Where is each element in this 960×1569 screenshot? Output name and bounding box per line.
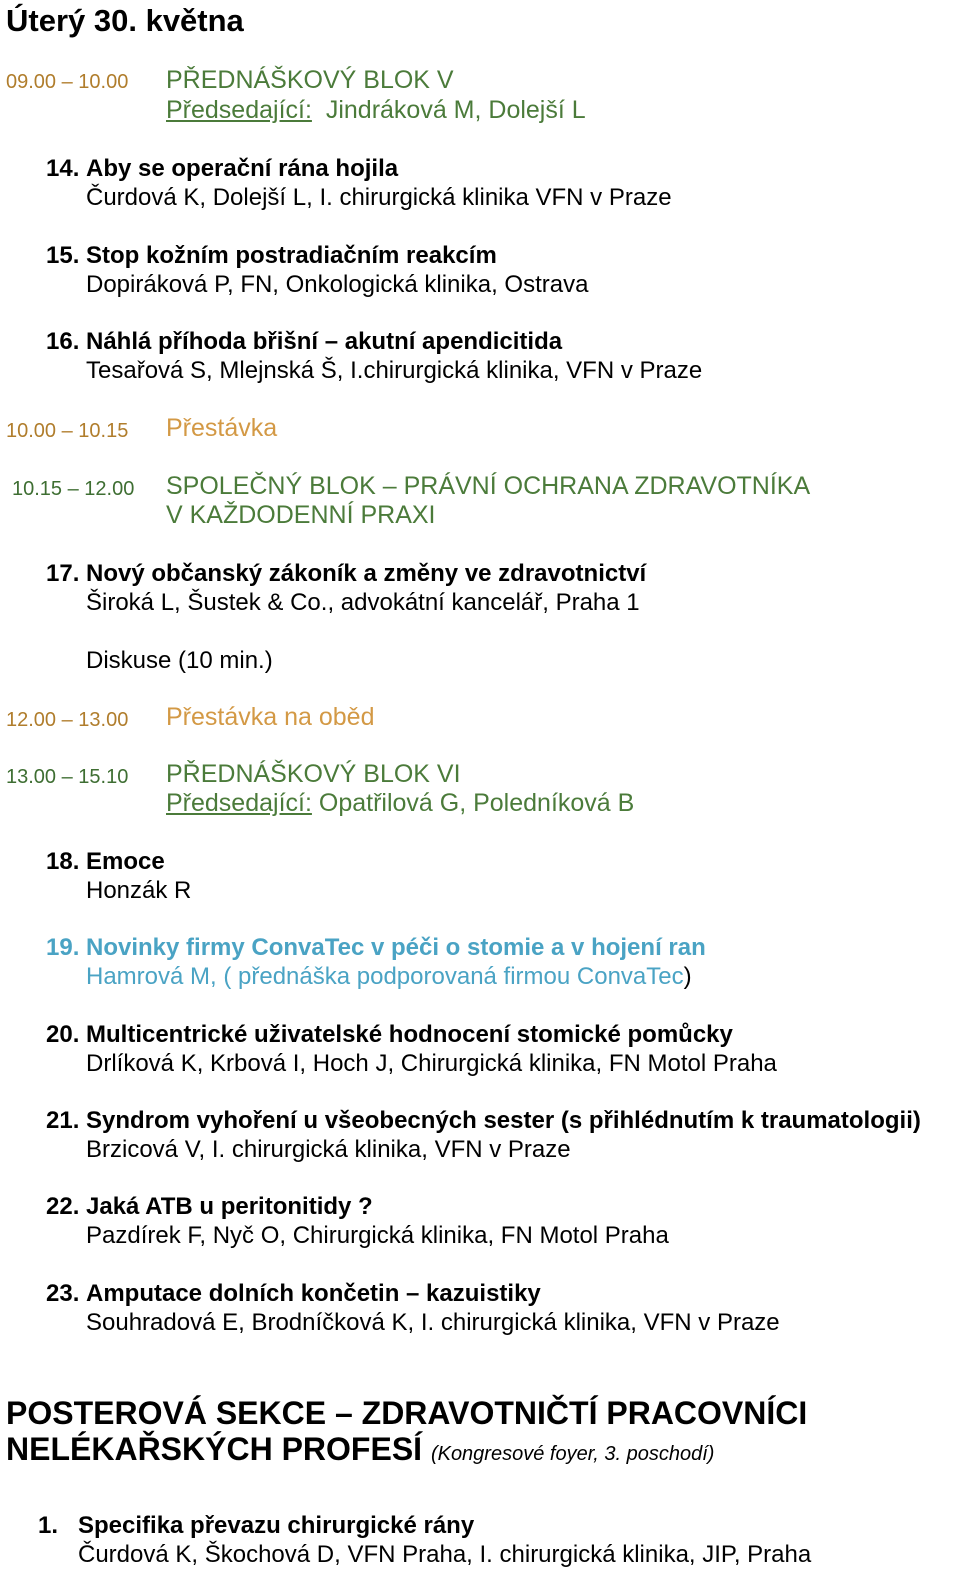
talk-title: Amputace dolních končetin – kazuistiky [86,1280,541,1307]
session-title: PŘEDNÁŠKOVÝ BLOK VI [166,760,461,788]
talk-number: 17. [46,560,80,587]
closing-paren: ) [683,963,692,990]
poster-section-heading: POSTEROVÁ SEKCE – ZDRAVOTNIČTÍ PRACOVNÍCI [6,1395,808,1431]
chair-label: Předsedající: [166,789,312,817]
talk-number: 23. [46,1280,80,1307]
talk-item [46,1020,777,1078]
day-heading: Úterý 30. května [6,3,244,38]
break-time: 10.00 – 10.15 [6,420,129,442]
session-title: SPOLEČNÝ BLOK – PRÁVNÍ OCHRANA ZDRAVOTNÍKA [166,472,811,500]
talk-authors: Brzicová V, I. chirurgická klinika, VFN v Praze [86,1136,571,1163]
talk-title: Jaká ATB u peritonitidy ? [86,1193,373,1220]
talk-title: Stop kožním postradiačním reakcím [86,242,497,269]
poster-title: Specifika převazu chirurgické rány [78,1512,475,1539]
session-title: PŘEDNÁŠKOVÝ BLOK V [166,66,454,94]
session-title-line2: V KAŽDODENNÍ PRAXI [166,501,436,529]
discussion-note: Diskuse (10 min.) [86,647,273,674]
session-time: 10.15 – 12.00 [12,478,135,500]
talk-authors: Široká L, Šustek & Co., advokátní kancelář, Praha 1 [86,589,640,616]
talk-item [46,154,672,212]
talk-title: Novinky firmy ConvaTec v péči o stomie a v hojení ran [86,934,706,961]
talk-authors: Honzák R [86,877,192,904]
session-chairs [166,96,586,125]
break-title: Přestávka na oběd [166,703,375,731]
talk-authors: Drlíková K, Krbová I, Hoch J, Chirurgická klinika, FN Motol Praha [86,1050,777,1077]
talk-number: 14. [46,155,80,182]
talk-authors: Dopiráková P, FN, Onkologická klinika, Ostrava [86,271,589,298]
talk-number: 19. [46,934,80,961]
talk-number: 15. [46,242,80,269]
poster-item [38,1511,811,1569]
talk-number: 18. [46,848,80,875]
talk-title: Multicentrické uživatelské hodnocení stomické pomůcky [86,1021,733,1048]
break-time: 12.00 – 13.00 [6,709,129,731]
talk-item [46,1279,780,1337]
talk-item [46,1106,921,1164]
talk-item [46,241,588,299]
talk-authors: Pazdírek F, Nyč O, Chirurgická klinika, FN Motol Praha [86,1222,669,1249]
talk-title: Syndrom vyhoření u všeobecných sester (s přihlédnutím k traumatologii) [86,1107,921,1134]
session-time: 09.00 – 10.00 [6,71,129,93]
poster-heading-text: NELÉKAŘSKÝCH PROFESÍ [6,1431,423,1467]
poster-location: (Kongresové foyer, 3. poschodí) [430,1443,715,1465]
talk-item [46,327,702,385]
talk-item [46,847,191,905]
session-time: 13.00 – 15.10 [6,766,129,788]
break-title: Přestávka [166,414,278,442]
talk-number: 22. [46,1193,80,1220]
talk-number: 20. [46,1021,80,1048]
talk-title: Náhlá příhoda břišní – akutní apendicitida [86,328,563,355]
talk-authors: Tesařová S, Mlejnská Š, I.chirurgická klinika, VFN v Praze [86,357,703,384]
chair-names: Opatřilová G, Poledníková B [318,789,635,817]
poster-section-heading-line2 [6,1431,714,1473]
poster-number: 1. [38,1512,59,1539]
talk-authors: Souhradová E, Brodníčková K, I. chirurgická klinika, VFN v Praze [86,1309,780,1336]
chair-label: Předsedající: [166,96,312,124]
talk-authors: Hamrová M, ( přednáška podporovaná firmou ConvaTec [86,963,684,990]
talk-authors: Čurdová K, Dolejší L, I. chirurgická klinika VFN v Praze [86,184,672,211]
talk-title: Nový občanský zákoník a změny ve zdravotnictví [86,560,647,587]
session-chairs [166,789,634,818]
talk-number: 16. [46,328,80,355]
poster-authors: Čurdová K, Škochová D, VFN Praha, I. chirurgická klinika, JIP, Praha [78,1541,812,1568]
talk-title: Emoce [86,848,165,875]
talk-item [46,559,646,617]
talk-item-sponsored [46,933,706,991]
talk-title: Aby se operační rána hojila [86,155,399,182]
talk-item [46,1192,669,1250]
chair-names: Jindráková M, Dolejší L [325,96,586,124]
talk-number: 21. [46,1107,80,1134]
